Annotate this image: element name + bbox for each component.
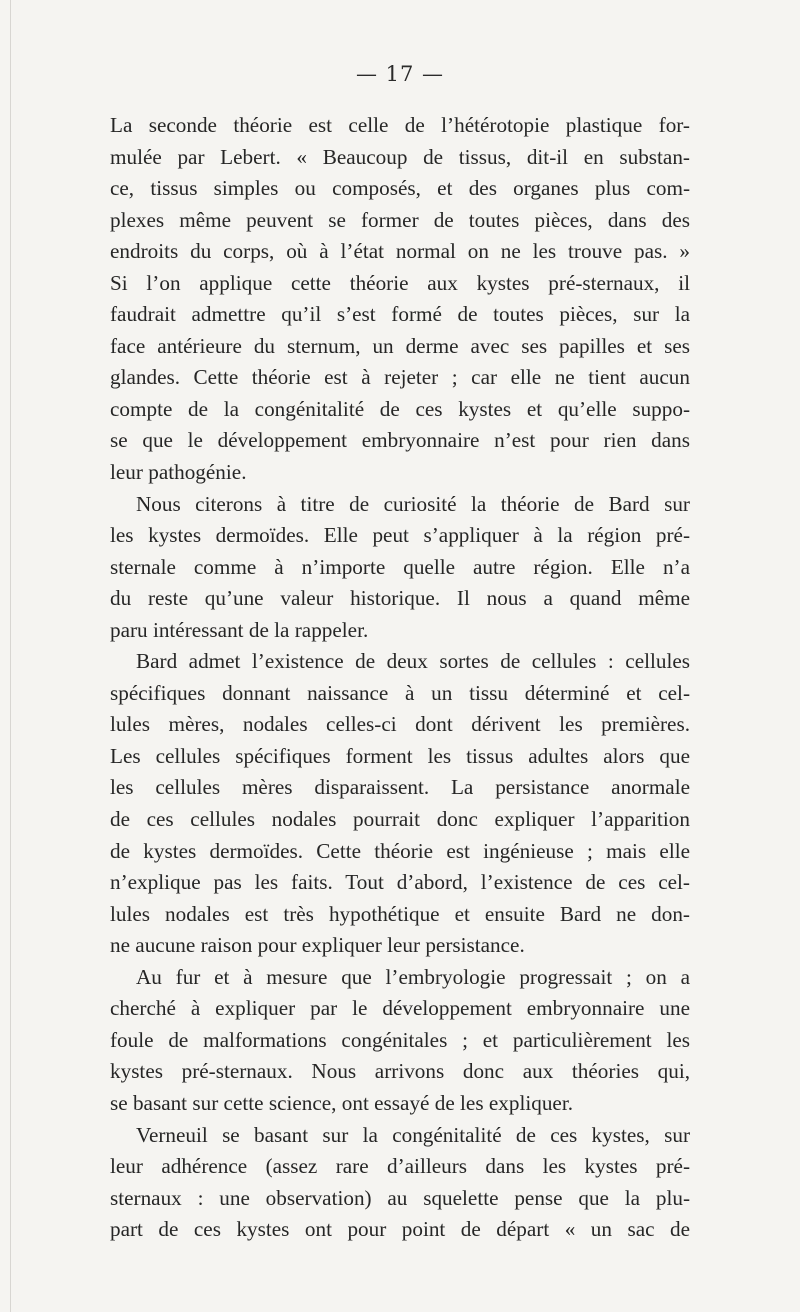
text-line: se que le développement embryonnaire n’est pour rien dans: [110, 428, 690, 453]
text-line: face antérieure du sternum, un derme avec ses papilles et ses: [110, 333, 690, 358]
body-text: [110, 110, 690, 1246]
text-line: ce, tissus simples ou composés, et des organes plus com-: [110, 176, 690, 201]
text-line: leur pathogénie.: [110, 460, 247, 485]
text-line: les kystes dermoïdes. Elle peut s’appliquer à la région pré-: [110, 523, 690, 548]
text-line: faudrait admettre qu’il s’est formé de toutes pièces, sur la: [110, 302, 690, 327]
text-line: part de ces kystes ont pour point de départ « un sac de: [110, 1217, 690, 1242]
page-number: — 17 —: [355, 62, 445, 86]
text-line: se basant sur cette science, ont essayé de les expliquer.: [110, 1090, 574, 1115]
text-line: ne aucune raison pour expliquer leur persistance.: [110, 933, 525, 958]
text-line: lules nodales est très hypothétique et ensuite Bard ne don-: [110, 901, 690, 926]
text-line: n’explique pas les faits. Tout d’abord, l’existence de ces cel-: [110, 870, 690, 895]
text-line: du reste qu’une valeur historique. Il nous a quand même: [110, 586, 690, 611]
text-line: Nous citerons à titre de curiosité la théorie de Bard sur: [136, 491, 690, 516]
text-line: sternaux : une observation) au squelette pense que la plu-: [110, 1185, 690, 1210]
text-line: foule de malformations congénitales ; et particulièrement les: [110, 1027, 690, 1052]
text-line: kystes pré-sternaux. Nous arrivons donc aux théories qui,: [110, 1059, 690, 1084]
text-line: La seconde théorie est celle de l’hétérotopie plastique for-: [110, 113, 690, 137]
text-line: lules mères, nodales celles-ci dont dérivent les premières.: [110, 712, 690, 737]
text-line: de kystes dermoïdes. Cette théorie est ingénieuse ; mais elle: [110, 838, 690, 863]
text-line: Au fur et à mesure que l’embryologie progressait ; on a: [136, 964, 690, 989]
text-line: spécifiques donnant naissance à un tissu déterminé et cel-: [110, 680, 690, 705]
text-line: Verneuil se basant sur la congénitalité de ces kystes, sur: [136, 1122, 690, 1147]
page-edge-shadow: [10, 0, 11, 1312]
text-line: mulée par Lebert. « Beaucoup de tissus, dit-il en substan-: [110, 144, 690, 169]
text-line: cherché à expliquer par le développement embryonnaire une: [110, 996, 690, 1021]
text-line: de ces cellules nodales pourrait donc expliquer l’apparition: [110, 807, 690, 832]
text-line: endroits du corps, où à l’état normal on ne les trouve pas. »: [110, 239, 690, 264]
text-line: Bard admet l’existence de deux sortes de cellules : cellules: [136, 649, 690, 674]
text-line: leur adhérence (assez rare d’ailleurs dans les kystes pré-: [110, 1154, 690, 1179]
text-line: compte de la congénitalité de ces kystes et qu’elle suppo-: [110, 396, 690, 421]
text-line: Les cellules spécifiques forment les tissus adultes alors que: [110, 743, 690, 768]
text-line: Si l’on applique cette théorie aux kystes pré-sternaux, il: [110, 270, 690, 295]
text-line: plexes même peuvent se former de toutes pièces, dans des: [110, 207, 690, 232]
text-line: paru intéressant de la rappeler.: [110, 617, 369, 642]
text-line: glandes. Cette théorie est à rejeter ; car elle ne tient aucun: [110, 365, 690, 390]
text-line: les cellules mères disparaissent. La persistance anormale: [110, 775, 690, 800]
text-line: sternale comme à n’importe quelle autre région. Elle n’a: [110, 554, 690, 579]
